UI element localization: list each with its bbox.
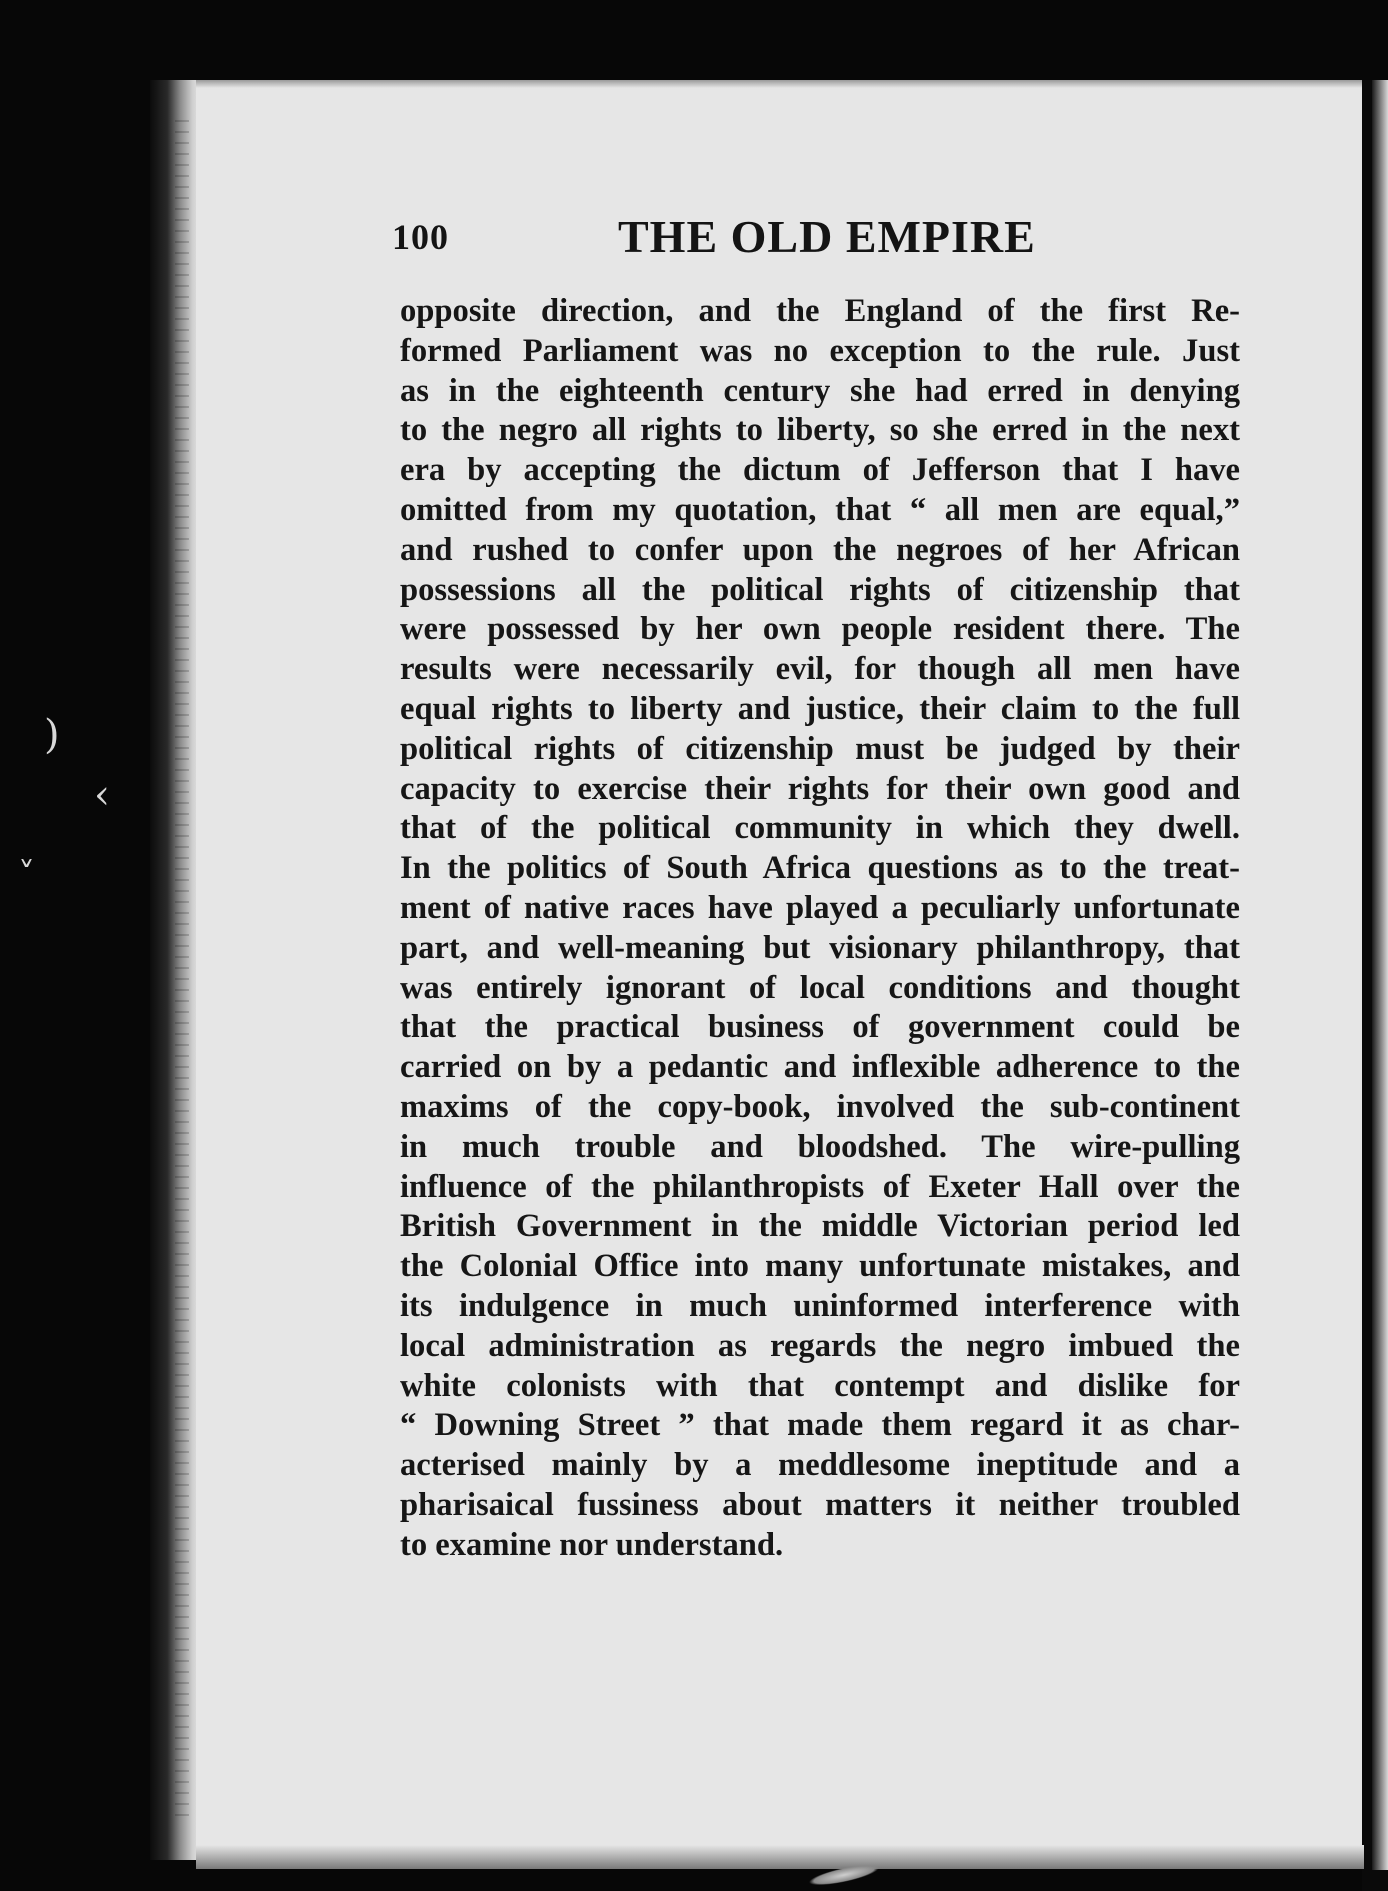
next-page-sliver bbox=[1372, 80, 1388, 1870]
text-line: and rushed to confer upon the negroes of her African bbox=[400, 531, 1240, 568]
text-line: In the politics of South Africa questions as to the treat- bbox=[400, 850, 1240, 887]
page-header bbox=[392, 210, 1036, 270]
text-line: capacity to exercise their rights for their own good and bbox=[400, 770, 1240, 807]
page-bottom-edge bbox=[196, 1845, 1364, 1869]
text-line: part, and well-meaning but visionary philanthropy, that bbox=[400, 929, 1240, 966]
text-line: political rights of citizenship must be judged by their bbox=[400, 730, 1240, 767]
text-line: was entirely ignorant of local conditions and thought bbox=[400, 969, 1240, 1006]
text-line: results were necessarily evil, for though all men have bbox=[400, 651, 1240, 688]
text-line: were possessed by her own people resident there. The bbox=[400, 611, 1240, 648]
page-number: 100 bbox=[392, 217, 449, 257]
text-line: influence of the philanthropists of Exeter Hall over the bbox=[400, 1168, 1240, 1205]
running-title: THE OLD EMPIRE bbox=[618, 211, 1036, 262]
text-line: British Government in the middle Victorian period led bbox=[400, 1208, 1240, 1245]
page-top-edge bbox=[196, 80, 1364, 88]
text-line: in much trouble and bloodshed. The wire-pulling bbox=[400, 1128, 1240, 1165]
text-line: acterised mainly by a meddlesome ineptitude and a bbox=[400, 1447, 1240, 1484]
margin-speck: ˅ bbox=[18, 855, 35, 895]
body-paragraph bbox=[400, 292, 1240, 1566]
text-line: omitted from my quotation, that “ all men are equal,” bbox=[400, 491, 1240, 528]
text-line: pharisaical fussiness about matters it neither troubled bbox=[400, 1486, 1240, 1523]
margin-speck: ‹ bbox=[94, 772, 110, 818]
text-line: possessions all the political rights of citizenship that bbox=[400, 571, 1240, 608]
binding-texture bbox=[175, 120, 189, 1820]
text-line: equal rights to liberty and justice, their claim to the full bbox=[400, 690, 1240, 727]
text-line: as in the eighteenth century she had erred in denying bbox=[400, 372, 1240, 409]
text-line: to examine nor understand. bbox=[400, 1526, 784, 1563]
margin-speck: ) bbox=[44, 712, 60, 758]
text-line: maxims of the copy-book, involved the sub-continent bbox=[400, 1088, 1240, 1125]
text-line: ment of native races have played a peculiarly unfortunate bbox=[400, 889, 1240, 926]
text-line: that the practical business of government could be bbox=[400, 1009, 1240, 1046]
text-line: the Colonial Office into many unfortunate mistakes, and bbox=[400, 1248, 1240, 1285]
text-line: “ Downing Street ” that made them regard it as char- bbox=[400, 1407, 1240, 1444]
text-line: local administration as regards the negro imbued the bbox=[400, 1327, 1240, 1364]
text-line: formed Parliament was no exception to the rule. Just bbox=[400, 332, 1240, 369]
text-line: opposite direction, and the England of the first Re- bbox=[400, 293, 1240, 329]
text-line: era by accepting the dictum of Jefferson that I have bbox=[400, 452, 1240, 489]
text-line: carried on by a pedantic and inflexible adherence to the bbox=[400, 1049, 1240, 1086]
text-line: white colonists with that contempt and dislike for bbox=[400, 1367, 1240, 1404]
text-line: that of the political community in which they dwell. bbox=[400, 810, 1240, 847]
text-line: its indulgence in much uninformed interference with bbox=[400, 1287, 1240, 1324]
text-line: to the negro all rights to liberty, so she erred in the next bbox=[400, 412, 1240, 449]
